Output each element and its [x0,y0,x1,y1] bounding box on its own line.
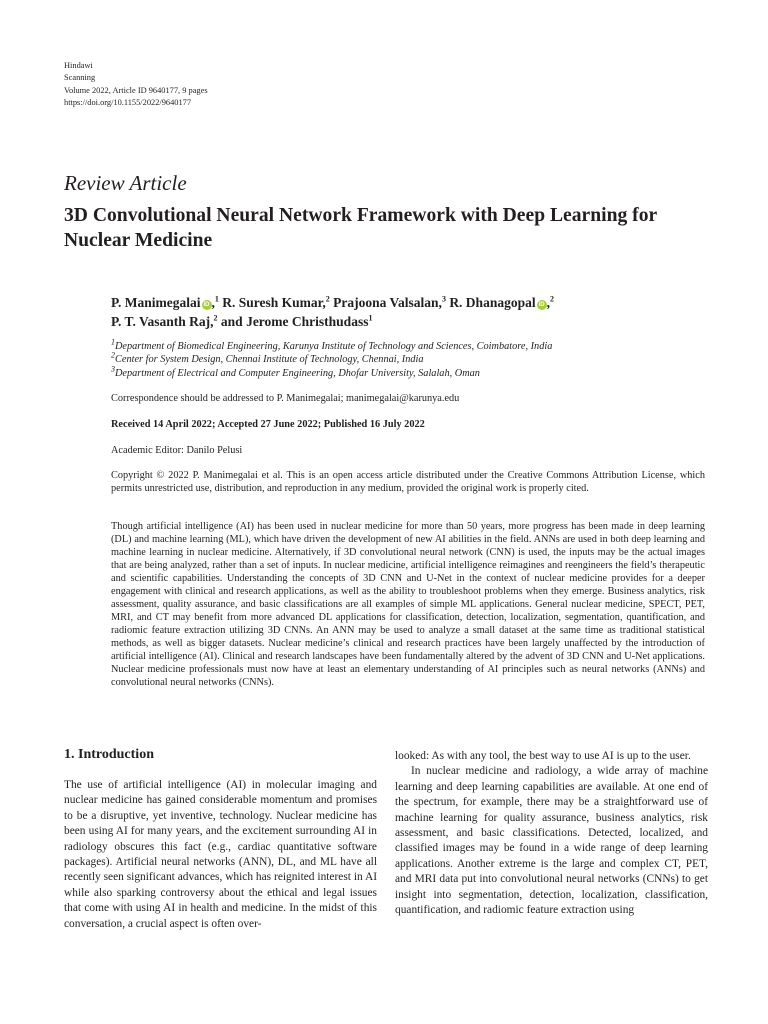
author-name: Prajoona Valsalan, [333,295,442,310]
publisher-name: Hindawi [64,61,93,70]
author-name: R. Suresh Kumar, [222,295,326,310]
author-name: and Jerome Christhudass [220,314,369,329]
affiliation-list [111,337,711,380]
orcid-icon[interactable]: iD [538,302,545,308]
copyright-notice: Copyright © 2022 P. Manimegalai et al. This is an open access article distributed under the Creative Commons Attribution License, which permits unrestricted use, distribution, and reproduction in any medium, provided the original work is properly cited. [111,470,705,494]
journal-meta [64,60,208,109]
volume-info: Volume 2022, Article ID 9640177, 9 pages [64,85,208,95]
body-paragraph: looked: As with any tool, the best way to use AI is up to the user. [395,750,691,762]
doi-link[interactable]: https://doi.org/10.1155/2022/9640177 [64,97,192,107]
affiliation-item: $^1$Department of Biomedical Engineering, Karunya Institute of Technology and Sciences, Coimbatore, India [111,337,553,352]
orcid-icon[interactable]: iD [203,302,210,308]
article-title: 3D Convolutional Neural Network Framework with Deep Learning for Nuclear Medicine [64,205,657,251]
section-heading: 1. Introduction [64,747,154,762]
body-paragraph: The use of artificial intelligence (AI) in molecular imaging and nuclear medicine has gained considerable momentum and promises to be a disruptive, yet inventive, technology. Nuclear medicine has been using AI for many years, and the excitement surrounding AI in radiology obscures this fact (e.g., cardiac quantitative software packages). Artificial neural networks (ANN), DL, and ML have all recently seen significant advances, which has reignited interest in AI while also sparking controversy about the ethical and legal issues that come with using AI in health and medicine. In the midst of this conversation, a crucial aspect is often over- [64,779,377,930]
author-affiliation-mark: 2 [213,313,218,323]
author-affiliation-mark: 2 [325,294,330,304]
author-affiliation-mark: 3 [441,294,446,304]
correspondence-note: Correspondence should be addressed to P. Manimegalai; manimegalai@karunya.edu [111,393,460,404]
abstract-text: Though artificial intelligence (AI) has been used in nuclear medicine for more than 50 years, more progress has been made in deep learning (DL) and machine learning (ML), which have driven the development of new AI abilities in the field. ANNs are used in both deep learning and machine learning in nuclear medicine. Alternatively, if 3D convolutional neural network (CNN) is used, the inputs may be the actual images that are being analyzed, rather than a set of inputs. In nuclear medicine, artificial intelligence reimagines and reengineers the field’s therapeutic and scientific capabilities. Understanding the concepts of 3D CNN and U-Net in the context of nuclear medicine provides for a deeper engagement with clinical and research applications, as well as the ability to troubleshoot problems when they emerge. Business analytics, risk assessment, quality assurance, and basic classifications are all examples of simple ML applications. General nuclear medicine, SPECT, PET, MRI, and CT may benefit from more advanced DL applications for classification, detection, localization, segmentation, quantification, and radiomic feature extraction utilizing 3D CNNs. An ANN may be used to analyze a small dataset at the same time as traditional statistical methods, as well as bigger datasets. Nuclear medicine’s clinical and research practices have been largely unaffected by the introduction of artificial intelligence (AI). Clinical and research landscapes have been fundamentally altered by the advent of 3D CNN and U-Net applications. Nuclear medicine professionals must now have at least an elementary understanding of AI principles such as neural networks (ANNs) and convolutional neural networks (CNNs). [111,521,705,688]
body-column-left [64,778,377,932]
academic-editor: Academic Editor: Danilo Pelusi [111,445,243,456]
body-column-right [395,749,708,918]
body-paragraph: In nuclear medicine and radiology, a wide array of machine learning and deep learning capabilities are available. At one end of the spectrum, for example, there may be a straightforward use of machine learning for quality assurance, business analytics, risk assessment, and basic classifications. Detected, localized, and classified images may be found in a wide range of deep learning applications. Another extreme is the large and complex CT, PET, and MRI data put into convolutional neural networks (CNNs) to get insight into segmentation, detection, localization, classification, quantification, and radiomic feature extraction using [395,765,708,917]
author-name: P. T. Vasanth Raj, [111,314,214,329]
author-name: R. Dhanagopal [449,295,536,310]
author-name: P. Manimegalai [111,295,201,310]
author-list: P. Manimegalai iD ,$^1$ R. Suresh Kumar,$^2$ Prajoona Valsalan,$^3$ R. Dhanagopal iD ,$^2$ P. T. Vasanth Raj,$^2$ and Jerome Christhudass$^1$ [111,294,554,329]
journal-name: Scanning [64,73,96,83]
author-affiliation-mark: 1 [368,313,373,323]
affiliation-item: $^2$Center for System Design, Chennai Institute of Technology, Chennai, India [111,350,424,366]
author-affiliation-mark: 1 [214,294,219,304]
article-type: Review Article [64,171,187,195]
affiliation-item: $^3$Department of Electrical and Computer Engineering, Dhofar University, Salalah, Oman [111,364,480,379]
publication-dates: Received 14 April 2022; Accepted 27 June 2022; Published 16 July 2022 [111,419,425,430]
author-affiliation-mark: 2 [549,294,554,304]
